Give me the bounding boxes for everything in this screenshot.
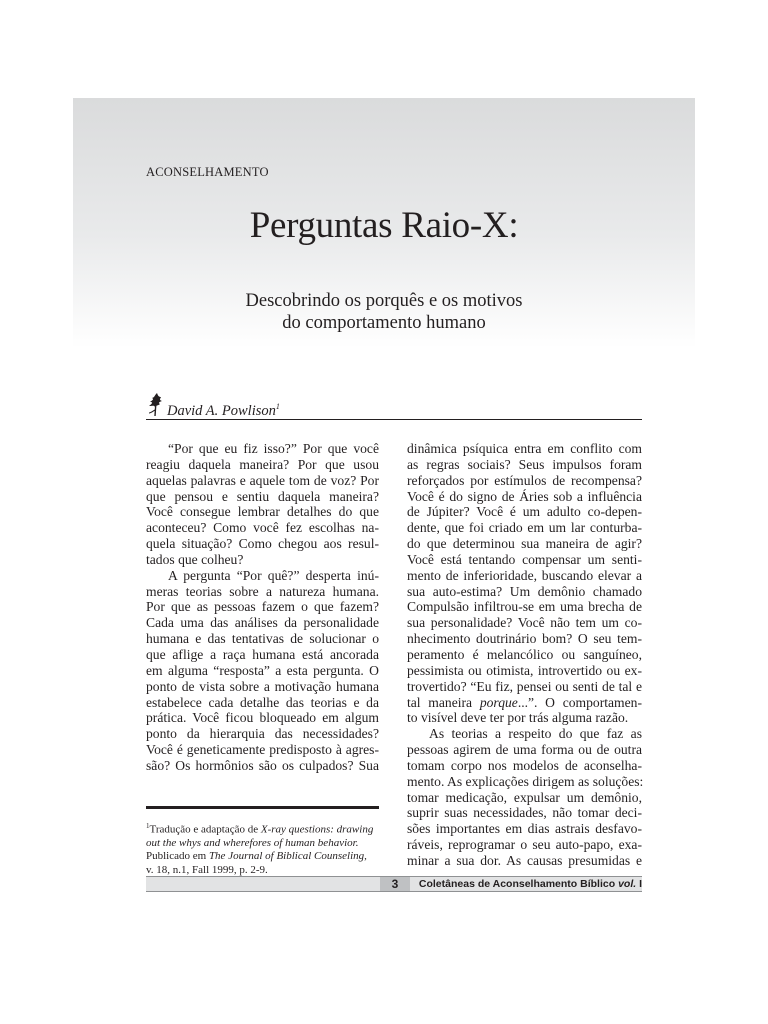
text-line: estabelece cada detalhe das teorias e da (146, 694, 379, 710)
author-byline (146, 392, 642, 418)
text-line: A pergunta “Por quê?” desperta inú- (168, 567, 379, 583)
text-line: sua auto-estima? Um demônio chamado (407, 583, 642, 599)
text-line: sões importantes em dias astrais desfavo- (407, 821, 642, 837)
text-line: Você está tentando compensar um senti- (407, 551, 642, 567)
text-line: reforçados por estímulos de recompensa? (407, 472, 642, 488)
italic-word: porque (479, 694, 518, 710)
text-line: ponto da hierarquia das necessidades? (146, 726, 379, 742)
journal-number: I (636, 878, 642, 890)
author-name: David A. Powlison (167, 402, 276, 419)
footnote (146, 820, 386, 877)
text-line: to visível deve ter por trás alguma razão. (407, 710, 629, 726)
text-line: tomar medicação, expulsar um demônio, (407, 789, 642, 805)
text-line: suprir suas necessidades, não tomar deci- (407, 805, 642, 821)
text-fragment: tal maneira (407, 694, 480, 710)
author-rule (146, 419, 642, 420)
subtitle-line: do comportamento humano (282, 313, 486, 333)
text-line: Compulsão infiltrou-se em uma brecha de (407, 599, 642, 615)
text-line: minar a sua dor. As causas presumidas e (407, 852, 642, 868)
text-line: “Por que eu fiz isso?” Por que você (168, 441, 379, 456)
text-line: Você é do signo de Áries sob a influência (407, 488, 642, 504)
footnote-line: v. 18, n.1, Fall 1999, p. 2-9. (146, 863, 268, 876)
text-line: dente, que foi criado em um lar conturba- (407, 520, 642, 536)
text-line: ponto de vista sobre a motivação humana (146, 678, 379, 694)
footnote-text: Publicado em (146, 850, 209, 863)
article-title: Perguntas Raio-X: (249, 205, 519, 246)
page-footer (146, 876, 642, 892)
text-line: mento. As explicações dirigem as soluções: (407, 773, 644, 789)
text-line: em alguma “resposta” a esta pergunta. O (146, 662, 379, 678)
footnote-marker: 1 (146, 822, 150, 830)
footnote-line (146, 820, 386, 837)
footnote-italic: out the whys and wherefores of human behavior. (146, 836, 359, 849)
text-line-italic (407, 695, 642, 711)
text-line: do que determinou sua maneira de agir? (407, 536, 642, 552)
text-line: de Júpiter? Você é um adulto co-depen- (407, 504, 642, 520)
text-line: nhecimento doutrinário bom? O seu tem- (407, 631, 642, 647)
footnote-text: Tradução e adaptação de (149, 823, 261, 836)
text-line: ráveis, reprogramar o seu auto-papo, exa- (407, 837, 642, 853)
text-line: prática. Você ficou bloqueado em algum (146, 710, 379, 726)
subtitle-line: Descobrindo os porquês e os motivos (245, 291, 523, 311)
article-subtitle (0, 290, 768, 334)
text-line: que pensou e sentiu daquela maneira? (146, 488, 379, 504)
text-fragment: ...”. O comportamen- (517, 694, 642, 710)
footnote-rule (146, 806, 379, 809)
text-line: Você consegue lembrar detalhes do que (146, 504, 379, 520)
leaf-icon (146, 392, 168, 418)
text-line: dinâmica psíquica entra em conflito com (407, 441, 642, 456)
text-line: aconteceu? Como você fez escolhas na- (146, 520, 379, 536)
text-column-right (407, 441, 642, 869)
footnote-line (146, 837, 386, 850)
text-line: pessimista ou otimista, introvertido ou ex- (407, 662, 642, 678)
text-line: Por que as pessoas fazem o que fazem? (146, 599, 379, 615)
text-line: mento de inferioridade, buscando elevar a (407, 567, 642, 583)
section-label: ACONSELHAMENTO (146, 165, 269, 179)
text-line: quela situação? Como chegou aos resul- (146, 536, 379, 552)
footnote-ref: 1 (275, 402, 280, 411)
text-line: são? Os hormônios são os culpados? Sua (146, 757, 379, 773)
text-line: reagiu daquela maneira? Por que usou (146, 456, 379, 472)
text-line: peramento é melancólico ou sanguíneo, (407, 646, 642, 662)
text-line: as regras sociais? Seus impulsos foram (407, 456, 642, 472)
text-line: tados que colheu? (146, 551, 244, 567)
journal-name (419, 876, 642, 892)
text-line: aquelas palavras e aquele tom de voz? Por (146, 472, 379, 488)
text-line: que aflige a raça humana está ancorada (146, 646, 379, 662)
journal-text: Coletâneas de Aconselhamento Bíblico (418, 878, 619, 890)
footnote-italic: X-ray questions: drawing (260, 823, 374, 836)
text-line: sua personalidade? Você não tem um co- (407, 615, 642, 631)
footnote-italic: The Journal of Biblical Counseling, (208, 850, 367, 863)
text-line: Você é geneticamente predisposto à agres- (146, 742, 379, 758)
journal-vol: vol. (618, 878, 637, 890)
page-number: 3 (391, 877, 399, 891)
text-line: Cada uma das análises da personalidade (146, 615, 379, 631)
footnote-line (146, 850, 386, 863)
text-line: trovertido? “Eu fiz, pensei ou senti de tal e (407, 678, 642, 694)
text-line: humana e das tentativas de solucionar o (146, 631, 379, 647)
text-line: pessoas agirem de uma forma ou de outra (407, 742, 642, 758)
author-name-line (167, 402, 280, 420)
text-line: tomam corpo nos modelos de aconselha- (407, 757, 642, 773)
text-line: meras teorias sobre a natureza humana. (146, 583, 379, 599)
text-column-left (146, 441, 379, 774)
text-line: As teorias a respeito do que faz as (429, 726, 642, 742)
